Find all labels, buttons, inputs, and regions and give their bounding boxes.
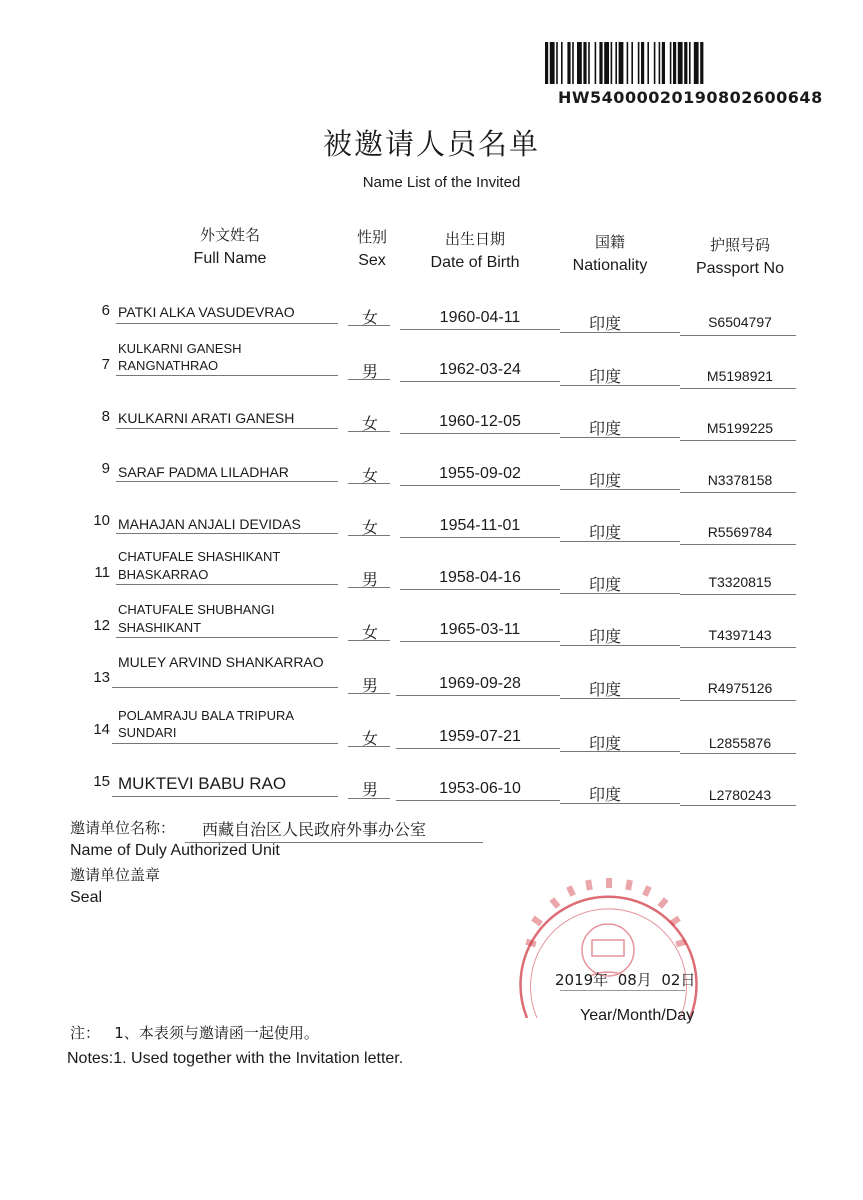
barcode-bar — [604, 42, 609, 84]
passport-value: S6504797 — [708, 314, 772, 330]
nationality-value: 印度 — [588, 314, 621, 333]
sex-underline — [348, 379, 390, 380]
sex-value: 男 — [361, 362, 378, 381]
passport-underline — [680, 335, 796, 336]
unit-name-label-en: Name of Duly Authorized Unit — [70, 842, 280, 859]
sex-value: 男 — [361, 676, 378, 695]
dob-underline — [396, 800, 560, 801]
barcode — [545, 42, 803, 84]
sex-value: 女 — [361, 308, 378, 327]
barcode-bar — [595, 42, 597, 84]
dob-underline — [400, 485, 560, 486]
header-sex — [336, 226, 408, 272]
passport-value: T4397143 — [708, 627, 772, 643]
barcode-bar — [638, 42, 640, 84]
sex-underline — [348, 746, 390, 747]
header-dob-en: Date of Birth — [430, 254, 520, 271]
dob-value: 1958-04-16 — [439, 569, 521, 586]
passport-value: L2855876 — [708, 735, 772, 751]
barcode-bar — [561, 42, 563, 84]
barcode-number: HW5400002019080260064​8 — [558, 88, 823, 107]
barcode-bar — [678, 42, 683, 84]
passport-underline — [680, 700, 796, 701]
full-name-line1: MAHAJAN ANJALI DEVIDAS — [118, 516, 301, 532]
nationality-underline — [560, 385, 680, 386]
dob-value: 1960-12-05 — [439, 413, 521, 430]
seal-inner-ring — [531, 909, 687, 1018]
dob-underline — [400, 537, 560, 538]
sex-underline — [348, 431, 390, 432]
barcode-bar — [619, 42, 624, 84]
sex-value: 男 — [361, 780, 378, 799]
nationality-underline — [560, 593, 680, 594]
name-underline — [116, 428, 338, 429]
name-underline — [116, 481, 338, 482]
nationality-underline — [560, 437, 680, 438]
row-number: 11 — [94, 564, 110, 581]
barcode-bar — [599, 42, 602, 84]
row-number: 12 — [93, 617, 110, 634]
full-name-line1: KULKARNI ARATI GANESH — [118, 410, 295, 426]
nationality-value: 印度 — [588, 471, 621, 490]
nationality-underline — [560, 489, 680, 490]
seal-outer-ring — [521, 897, 697, 1018]
dob-underline — [400, 381, 560, 382]
barcode-bar — [694, 42, 699, 84]
barcode-bar — [611, 42, 613, 84]
nationality-underline — [560, 698, 680, 699]
full-name-line2: SUNDARI — [118, 725, 177, 740]
full-name-line1: PATKI ALKA VASUDEVRAO — [118, 304, 295, 320]
nationality-underline — [560, 751, 680, 752]
nationality-value: 印度 — [588, 734, 621, 753]
note-en: Notes:1. Used together with the Invitation letter. — [67, 1050, 404, 1067]
passport-value: R5569784 — [707, 524, 773, 540]
passport-underline — [680, 594, 796, 595]
header-nationality-cn: 国籍 — [594, 233, 625, 251]
sex-underline — [348, 640, 390, 641]
full-name-line1: CHATUFALE SHUBHANGI — [118, 602, 275, 617]
row-number: 8 — [101, 408, 110, 425]
sex-underline — [348, 535, 390, 536]
sex-value: 女 — [361, 414, 378, 433]
barcode-bar — [588, 42, 590, 84]
name-underline — [112, 796, 338, 797]
barcode-bar — [567, 42, 570, 84]
date-underline — [560, 990, 685, 991]
header-nationality — [560, 231, 660, 277]
barcode-bar — [631, 42, 633, 84]
name-underline — [116, 584, 338, 585]
header-passport-en: Passport No — [695, 260, 785, 277]
nationality-value: 印度 — [588, 785, 621, 804]
dob-value: 1960-04-11 — [439, 309, 521, 326]
nationality-underline — [560, 645, 680, 646]
nationality-value: 印度 — [588, 419, 621, 438]
passport-underline — [680, 647, 796, 648]
name-underline — [116, 533, 338, 534]
seal-ring-text — [525, 878, 686, 947]
sex-underline — [348, 483, 390, 484]
sex-underline — [348, 693, 390, 694]
full-name-line1: SARAF PADMA LILADHAR — [118, 464, 289, 480]
passport-value: N3378158 — [707, 472, 773, 488]
header-sex-cn: 性别 — [356, 228, 387, 246]
full-name-line2: RANGNATHRAO — [118, 358, 219, 373]
barcode-bar — [550, 42, 555, 84]
barcode-bar — [641, 42, 644, 84]
header-dob-cn: 出生日期 — [444, 230, 505, 248]
seal-label-en: Seal — [70, 889, 103, 906]
barcode-bar — [684, 42, 687, 84]
barcode-bar — [556, 42, 558, 84]
passport-value: M5198921 — [706, 368, 774, 384]
table-row — [0, 604, 863, 656]
header-passport-no — [680, 234, 800, 280]
nationality-value: 印度 — [588, 523, 621, 542]
barcode-bar — [662, 42, 665, 84]
full-name-line1: KULKARNI GANESH — [118, 341, 242, 356]
dob-underline — [400, 329, 560, 330]
passport-underline — [680, 805, 796, 806]
barcode-bar — [615, 42, 617, 84]
note-cn: 注： 1、本表须与邀请函一起使用。 — [70, 1024, 319, 1042]
barcode-bar — [673, 42, 676, 84]
sex-value: 女 — [361, 623, 378, 642]
dob-value: 1954-11-01 — [439, 517, 521, 534]
dob-underline — [400, 589, 560, 590]
header-date-of-birth — [405, 228, 545, 274]
name-underline — [112, 687, 338, 688]
barcode-bar — [647, 42, 649, 84]
barcode-bar — [689, 42, 691, 84]
nationality-value: 印度 — [588, 680, 621, 699]
unit-name-value: 西藏自治区人民政府外事办公室 — [202, 820, 427, 839]
page-subtitle: Name List of the Invited — [362, 174, 521, 191]
row-number: 15 — [93, 773, 110, 790]
full-name-line1: MULEY ARVIND SHANKARRAO — [118, 654, 324, 670]
full-name-line1: MUKTEVI BABU RAO — [118, 774, 287, 793]
header-full-name — [150, 224, 310, 270]
passport-underline — [680, 388, 796, 389]
passport-underline — [680, 753, 796, 754]
table-row — [0, 396, 863, 448]
table-row — [0, 656, 863, 708]
header-full-name-cn: 外文姓名 — [199, 226, 260, 244]
table-row — [0, 341, 863, 396]
table-row — [0, 760, 863, 812]
header-sex-en: Sex — [358, 252, 386, 269]
full-name-line2: SHASHIKANT — [118, 620, 202, 635]
full-name-line2: BHASKARRAO — [118, 567, 209, 582]
dob-underline — [396, 748, 560, 749]
barcode-bar — [670, 42, 672, 84]
passport-underline — [680, 440, 796, 441]
sex-value: 女 — [361, 729, 378, 748]
row-number: 10 — [93, 512, 110, 529]
passport-value: T3320815 — [708, 574, 772, 590]
passport-value: M5199225 — [706, 420, 774, 436]
nationality-value: 印度 — [588, 627, 621, 646]
header-passport-cn: 护照号码 — [709, 236, 770, 254]
barcode-bar — [545, 42, 548, 84]
dob-value: 1965-03-11 — [439, 621, 521, 638]
table-row — [0, 292, 863, 344]
nationality-value: 印度 — [588, 575, 621, 594]
passport-underline — [680, 544, 796, 545]
barcode-bar — [577, 42, 582, 84]
row-number: 7 — [101, 356, 110, 373]
dob-underline — [400, 641, 560, 642]
table-row — [0, 708, 863, 760]
full-name-line1: POLAMRAJU BALA TRIPURA — [118, 708, 295, 723]
name-underline — [112, 743, 338, 744]
date-format-label: Year/Month/Day — [580, 1007, 695, 1024]
table-row — [0, 500, 863, 552]
barcode-bar — [572, 42, 574, 84]
row-number: 9 — [101, 460, 110, 477]
name-underline — [116, 323, 338, 324]
sex-underline — [348, 587, 390, 588]
header-nationality-en: Nationality — [572, 257, 648, 274]
dob-value: 1962-03-24 — [439, 361, 521, 378]
dob-value: 1955-09-02 — [439, 465, 521, 482]
nationality-underline — [560, 803, 680, 804]
passport-underline — [680, 492, 796, 493]
sex-value: 男 — [361, 570, 378, 589]
barcode-bar — [583, 42, 586, 84]
table-row — [0, 549, 863, 604]
dob-underline — [396, 695, 560, 696]
row-number: 6 — [101, 302, 110, 319]
sex-value: 女 — [361, 518, 378, 537]
dob-underline — [400, 433, 560, 434]
name-underline — [116, 375, 338, 376]
issue-date: 2019年 08月 02日 — [555, 971, 696, 989]
nationality-underline — [560, 332, 680, 333]
unit-name-label-cn: 邀请单位名称： — [70, 819, 176, 837]
header-full-name-en: Full Name — [193, 250, 267, 267]
dob-value: 1953-06-10 — [439, 780, 521, 797]
nationality-value: 印度 — [588, 367, 621, 386]
sex-underline — [348, 325, 390, 326]
passport-value: L2780243 — [708, 787, 772, 803]
barcode-bar — [659, 42, 661, 84]
seal-label-cn: 邀请单位盖章 — [70, 866, 161, 884]
barcode-bar — [627, 42, 629, 84]
name-underline — [116, 637, 338, 638]
row-number: 13 — [93, 669, 110, 686]
sex-underline — [348, 798, 390, 799]
official-seal — [512, 868, 702, 1018]
sex-value: 女 — [361, 466, 378, 485]
full-name-line1: CHATUFALE SHASHIKANT — [118, 549, 281, 564]
dob-value: 1959-07-21 — [439, 728, 521, 745]
row-number: 14 — [93, 721, 110, 738]
barcode-bar — [654, 42, 656, 84]
page-title: 被邀请人员名单 — [322, 127, 540, 161]
table-row — [0, 448, 863, 500]
nationality-underline — [560, 541, 680, 542]
barcode-bar — [700, 42, 703, 84]
passport-value: R4975126 — [707, 680, 773, 696]
dob-value: 1969-09-28 — [439, 675, 521, 692]
